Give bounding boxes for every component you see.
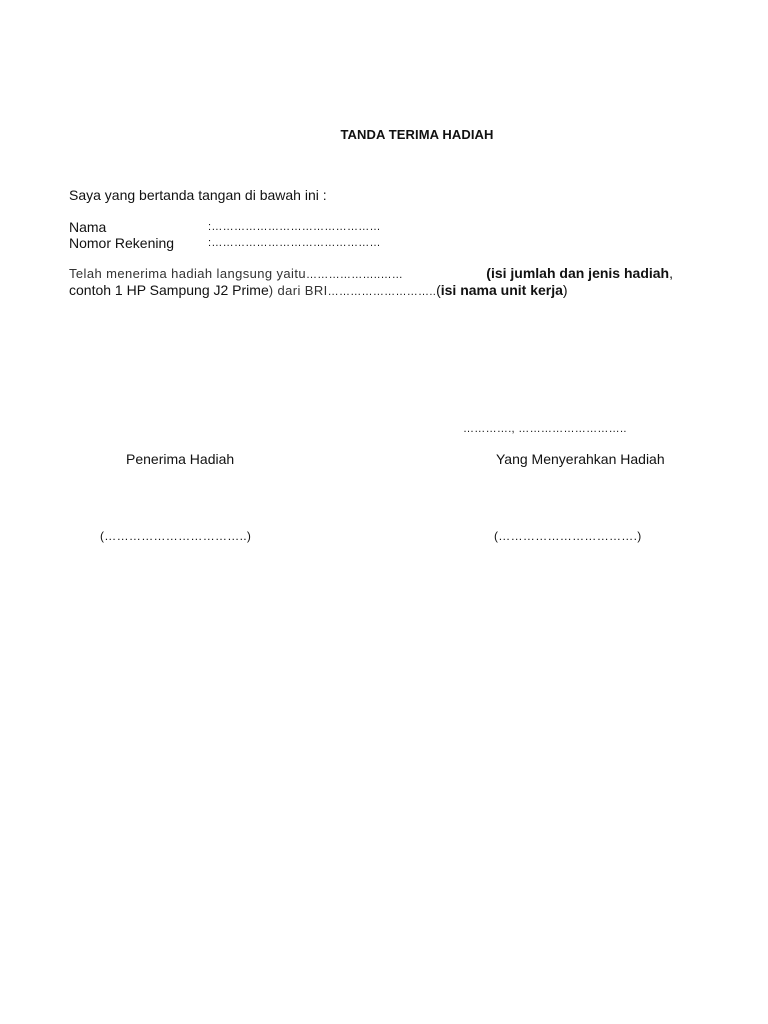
- statement-dots-1: ………………..……: [306, 269, 404, 281]
- statement-hint-2: isi nama unit kerja: [440, 282, 563, 298]
- intro-text: Saya yang bertanda tangan di bawah ini :: [69, 187, 327, 203]
- giver-label: Yang Menyerahkan Hadiah: [496, 451, 665, 467]
- statement-end-2: ): [562, 282, 568, 298]
- field-label-nama: Nama: [69, 219, 107, 235]
- statement-mid-2: ) dari BRI: [268, 283, 328, 298]
- statement-line-1: [69, 265, 673, 281]
- field-value-nomor-rekening: :………………………………………: [208, 237, 381, 249]
- field-value-nama: :………………………………………: [208, 221, 381, 233]
- statement-end-1: ,: [669, 265, 673, 281]
- statement-text-1: Telah menerima hadiah langsung yaitu: [69, 266, 306, 281]
- statement-line-2: [69, 282, 568, 298]
- statement-hint-1: (isi jumlah dan jenis hadiah: [486, 265, 670, 281]
- statement-text-2: contoh 1 HP Sampung J2 Prime: [69, 282, 269, 298]
- giver-signature-blank: (…………………………….): [494, 529, 642, 543]
- field-label-nomor-rekening: Nomor Rekening: [69, 235, 175, 251]
- statement-hint-open-2: (: [436, 282, 441, 298]
- receiver-signature-blank: (……………………………..): [100, 529, 252, 543]
- place-date-line: …………., ………………………..: [463, 423, 627, 435]
- statement-dots-2: ………………………..: [327, 286, 437, 298]
- document-title: TANDA TERIMA HADIAH: [340, 127, 494, 142]
- receiver-label: Penerima Hadiah: [126, 451, 235, 467]
